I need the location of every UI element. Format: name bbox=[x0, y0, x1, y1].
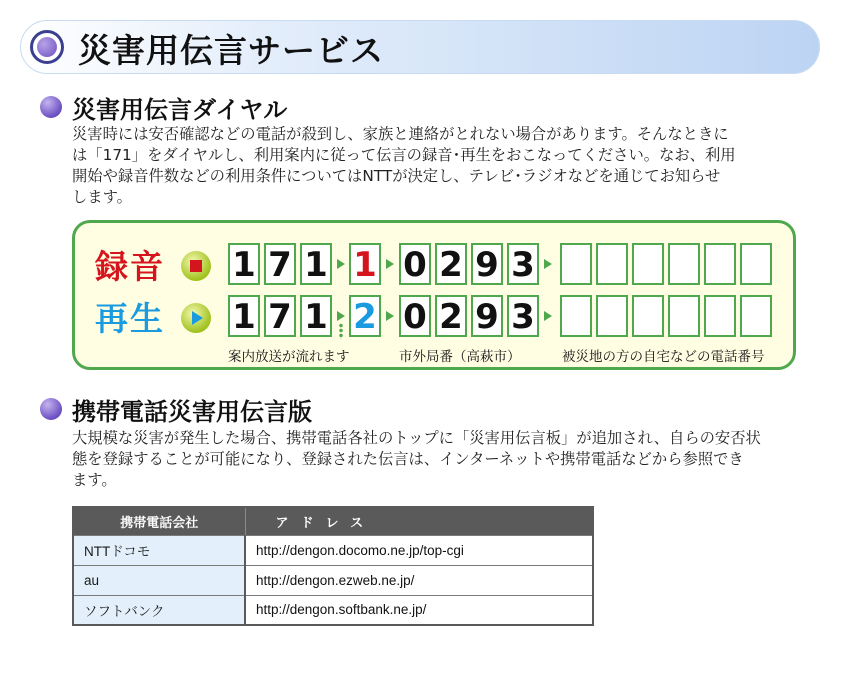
section2-line: 大規模な災害が発生した場合、携帯電話各社のトップに「災害用伝言板」が追加され、自らの安否状 bbox=[72, 429, 761, 447]
arrow-right-icon bbox=[386, 311, 394, 321]
phone-number-box bbox=[596, 243, 628, 285]
table-row bbox=[73, 535, 593, 565]
record-digit: 1 bbox=[300, 243, 332, 285]
phone-number-box bbox=[704, 295, 736, 337]
phone-number-box bbox=[740, 243, 772, 285]
record-digit: 1 bbox=[228, 243, 260, 285]
phone-number-box bbox=[596, 295, 628, 337]
phone-number-box bbox=[632, 243, 664, 285]
section2-line: ます。 bbox=[72, 471, 117, 489]
guidance-connector bbox=[339, 323, 343, 339]
play-digit: 0 bbox=[399, 295, 431, 337]
record-digit: 0 bbox=[399, 243, 431, 285]
phone-number-box bbox=[740, 295, 772, 337]
play-digit: 1 bbox=[300, 295, 332, 337]
section1-line: 災害時には安否確認などの電話が殺到し、家族と連絡がとれない場合があります。そんなときに bbox=[72, 125, 729, 143]
carrier-name: NTTドコモ bbox=[73, 535, 245, 565]
section2-line: 態を登録することが可能になり、登録された伝言は、インターネットや携帯電話などから参照でき bbox=[72, 450, 744, 468]
table-header-row bbox=[73, 507, 593, 535]
play-label: 再生 bbox=[95, 299, 165, 338]
record-digit: 3 bbox=[507, 243, 539, 285]
phone-number-box bbox=[668, 243, 700, 285]
arrow-right-icon bbox=[544, 311, 552, 321]
dial-instructions-panel bbox=[72, 220, 796, 370]
carrier-column-header: 携帯電話会社 bbox=[73, 507, 245, 535]
record-label: 録音 bbox=[95, 247, 165, 286]
carrier-url-link[interactable]: http://dengon.ezweb.ne.jp/ bbox=[245, 565, 593, 595]
section2-heading: 携帯電話災害用伝言版 bbox=[72, 398, 312, 426]
section-bullet-icon bbox=[40, 96, 62, 118]
phone-number-box bbox=[668, 295, 700, 337]
circle-bullet-icon bbox=[30, 30, 64, 64]
phone-number-box bbox=[632, 295, 664, 337]
play-digit: 9 bbox=[471, 295, 503, 337]
play-digit: 1 bbox=[228, 295, 260, 337]
section2-paragraph bbox=[72, 428, 822, 491]
section1-paragraph bbox=[72, 124, 822, 208]
section1-heading: 災害用伝言ダイヤル bbox=[72, 96, 288, 124]
record-digit: 2 bbox=[435, 243, 467, 285]
carrier-name: au bbox=[73, 565, 245, 595]
area-code-caption: 市外局番（高萩市） bbox=[399, 349, 521, 365]
carrier-url-link[interactable]: http://dengon.softbank.ne.jp/ bbox=[245, 595, 593, 625]
phone-number-box bbox=[560, 243, 592, 285]
record-icon bbox=[181, 251, 211, 281]
record-digit: 7 bbox=[264, 243, 296, 285]
arrow-right-icon bbox=[337, 311, 345, 321]
address-column-header: アドレス bbox=[245, 507, 593, 535]
play-digit: 3 bbox=[507, 295, 539, 337]
section1-line: 開始や録音件数などの利用条件についてはNTTが決定し、テレビ･ラジオなどを通じてお知らせ bbox=[72, 167, 721, 185]
play-digit: 2 bbox=[435, 295, 467, 337]
section1-line: は「171」をダイヤルし、利用案内に従って伝言の録音･再生をおこなってください。なお、利用 bbox=[72, 146, 736, 164]
table-row bbox=[73, 595, 593, 625]
play-mode-digit: 2 bbox=[349, 295, 381, 337]
record-mode-digit: 1 bbox=[349, 243, 381, 285]
carrier-url-link[interactable]: http://dengon.docomo.ne.jp/top-cgi bbox=[245, 535, 593, 565]
phone-number-box bbox=[704, 243, 736, 285]
section-bullet-icon bbox=[40, 398, 62, 420]
play-icon bbox=[181, 303, 211, 333]
arrow-right-icon bbox=[544, 259, 552, 269]
record-digit: 9 bbox=[471, 243, 503, 285]
guidance-caption: 案内放送が流れます bbox=[228, 349, 350, 365]
play-digit: 7 bbox=[264, 295, 296, 337]
phone-number-box bbox=[560, 295, 592, 337]
table-row bbox=[73, 565, 593, 595]
carrier-name: ソフトバンク bbox=[73, 595, 245, 625]
carrier-table bbox=[72, 506, 594, 626]
page-title: 災害用伝言サービス bbox=[78, 31, 384, 70]
arrow-right-icon bbox=[386, 259, 394, 269]
phone-number-caption: 被災地の方の自宅などの電話番号 bbox=[562, 349, 765, 365]
section1-line: します。 bbox=[72, 188, 132, 206]
arrow-right-icon bbox=[337, 259, 345, 269]
